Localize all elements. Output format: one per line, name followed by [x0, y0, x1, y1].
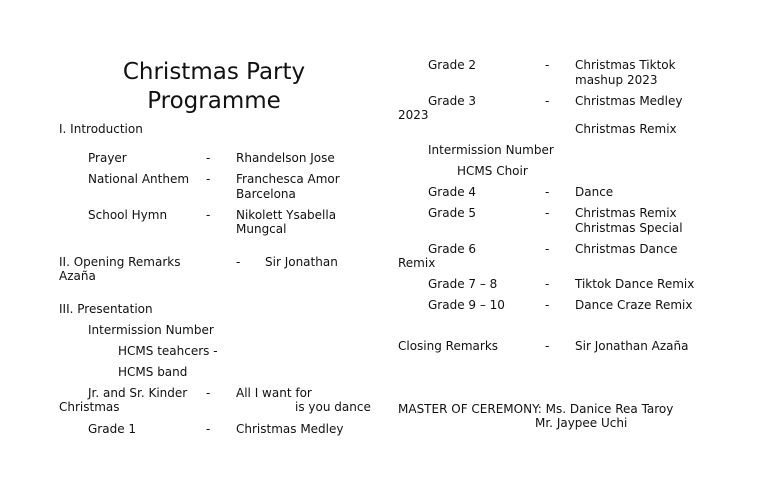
page-title: Christmas Party Programme — [122, 59, 306, 114]
prayer-label: Prayer — [88, 151, 127, 165]
prayer-value: Rhandelson Jose — [236, 151, 335, 165]
grade6-label: Grade 6 — [428, 242, 477, 256]
grade910-dash: - — [545, 298, 550, 312]
grade5-label: Grade 5 — [428, 206, 477, 220]
hymn-dash: - — [206, 208, 211, 222]
hymn-label: School Hymn — [88, 208, 168, 222]
grade78-dash: - — [545, 277, 550, 291]
anthem-dash: - — [206, 172, 211, 186]
grade910-value: Dance Craze Remix — [575, 298, 693, 312]
intermission-number-label: Intermission Number — [88, 323, 214, 337]
grade2-value-line-2: mashup 2023 — [575, 73, 658, 87]
grade1-value: Christmas Medley — [236, 422, 344, 436]
kinder-value-wrap: Christmas — [59, 400, 120, 414]
section-heading-opening-remarks: II. Opening Remarks — [59, 255, 181, 269]
master-of-ceremony-line-2: Mr. Jaypee Uchi — [535, 416, 628, 430]
opening-value: Sir Jonathan — [265, 255, 338, 269]
grade78-label: Grade 7 – 8 — [428, 277, 498, 291]
grade5-value-line-2: Christmas Special — [575, 221, 683, 235]
grade2-label: Grade 2 — [428, 58, 477, 72]
grade4-dash: - — [545, 185, 550, 199]
teachers-label: HCMS teahcers - — [118, 344, 218, 358]
anthem-label: National Anthem — [88, 172, 190, 186]
master-of-ceremony-line-1: MASTER OF CEREMONY: Ms. Danice Rea Taroy — [398, 402, 674, 416]
grade78-value: Tiktok Dance Remix — [575, 277, 695, 291]
grade5-dash: - — [545, 206, 550, 220]
grade6-dash: - — [545, 242, 550, 256]
grade6-value: Christmas Dance — [575, 242, 678, 256]
prayer-dash: - — [206, 151, 211, 165]
opening-value-wrap: Azaña — [59, 269, 96, 283]
kinder-dash: - — [206, 386, 211, 400]
grade4-label: Grade 4 — [428, 185, 477, 199]
hymn-value-line-1: Nikolett Ysabella — [236, 208, 337, 222]
grade3-label: Grade 3 — [428, 94, 477, 108]
grade1-label: Grade 1 — [88, 422, 137, 436]
closing-remarks-value: Sir Jonathan Azaña — [575, 339, 689, 353]
grade3-value-wrap: 2023 — [398, 108, 429, 122]
anthem-value-line-1: Franchesca Amor — [236, 172, 340, 186]
grade910-label: Grade 9 – 10 — [428, 298, 505, 312]
grade1-dash: - — [206, 422, 211, 436]
opening-dash: - — [236, 255, 241, 269]
grade3-value-line-2: Christmas Remix — [575, 122, 677, 136]
intermission-number-label-2: Intermission Number — [428, 143, 554, 157]
grade2-dash: - — [545, 58, 550, 72]
section-heading-introduction: I. Introduction — [59, 122, 143, 136]
anthem-value-line-2: Barcelona — [236, 187, 296, 201]
grade3-value-line-1: Christmas Medley — [575, 94, 683, 108]
grade3-dash: - — [545, 94, 550, 108]
hymn-value-line-2: Mungcal — [236, 222, 287, 236]
kinder-value-line-1: All I want for — [236, 386, 312, 400]
section-heading-presentation: III. Presentation — [59, 302, 153, 316]
grade4-value: Dance — [575, 185, 614, 199]
closing-remarks-dash: - — [545, 339, 550, 353]
grade6-value-wrap: Remix — [398, 256, 436, 270]
closing-remarks-label: Closing Remarks — [398, 339, 499, 353]
kinder-label: Jr. and Sr. Kinder — [88, 386, 188, 400]
band-label: HCMS band — [118, 365, 188, 379]
choir-label: HCMS Choir — [457, 164, 528, 178]
kinder-value-line-2: is you dance — [295, 400, 371, 414]
grade5-value-line-1: Christmas Remix — [575, 206, 677, 220]
grade2-value-line-1: Christmas Tiktok — [575, 58, 676, 72]
